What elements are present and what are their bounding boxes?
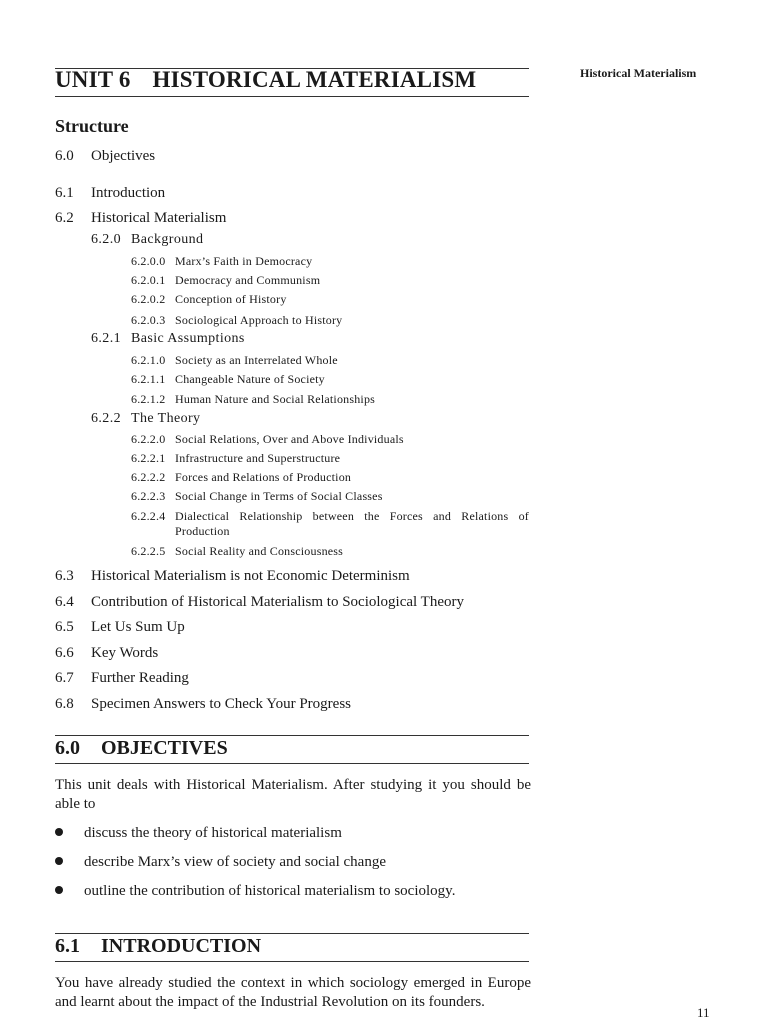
section-title: INTRODUCTION [101,935,262,957]
page-number: 11 [697,1005,710,1020]
introduction-bottom-rule [55,961,529,962]
toc-number: 6.7 [55,670,74,686]
toc-number: 6.2.1.1 [131,372,166,386]
toc-text: Basic Assumptions [131,331,245,346]
toc-number: 6.2.2.0 [131,432,166,446]
toc-subsubitem [131,313,342,328]
toc-item [55,696,351,713]
objectives-intro: This unit deals with Historical Materialism. After studying it you should be able to [55,777,531,812]
section-number: 6.1 [55,935,80,957]
toc-subsubitem [131,353,338,368]
toc-text: Historical Materialism is not Economic Determinism [91,568,410,584]
bullet-icon [55,828,63,836]
toc-text: Human Nature and Social Relationships [175,392,376,406]
unit-title [55,67,476,93]
toc-text: Key Words [91,645,159,661]
objectives-top-rule [55,735,529,736]
toc-number: 6.2.1.0 [131,353,166,367]
toc-number: 6.4 [55,594,74,610]
toc-text: The Theory [131,411,201,426]
introduction-top-rule [55,933,529,934]
bullet-text: describe Marx’s view of society and social change [84,854,386,870]
toc-text: Dialectical Relationship between the Forces and Relations of Production [175,509,529,538]
unit-number: UNIT 6 [55,67,131,92]
toc-number: 6.8 [55,696,74,712]
toc-item [55,568,410,585]
toc-number: 6.2.0.2 [131,292,166,306]
toc-text: Historical Materialism [91,210,227,226]
toc-number: 6.2.0.3 [131,313,166,327]
toc-text: Democracy and Communism [175,273,321,287]
toc-subitem [91,232,203,248]
toc-number: 6.2.2.4 [131,509,166,523]
toc-text: Marx’s Faith in Democracy [175,254,313,268]
objectives-bottom-rule [55,763,529,764]
toc-text: Sociological Approach to History [175,313,343,327]
bullet-icon [55,886,63,894]
toc-subsubitem [131,372,325,387]
toc-number: 6.2.1.2 [131,392,166,406]
toc-text: Social Relations, Over and Above Individuals [175,432,404,446]
toc-subsubitem [131,451,340,466]
objectives-heading [55,737,228,760]
toc-item [55,670,189,687]
objective-bullet [55,883,455,900]
toc-number: 6.0 [55,148,74,164]
toc-item [55,645,158,662]
toc-subsubitem [131,544,343,559]
toc-text: Social Reality and Consciousness [175,544,344,558]
toc-text: Introduction [91,185,166,201]
toc-item [55,185,165,202]
toc-subsubitem [131,273,320,288]
bullet-icon [55,857,63,865]
toc-subsubitem [131,489,383,504]
toc-text: Background [131,232,204,247]
bullet-text: discuss the theory of historical materialism [84,825,342,841]
toc-text: Further Reading [91,670,189,686]
section-title: OBJECTIVES [101,737,228,759]
toc-number: 6.3 [55,568,74,584]
toc-number: 6.2.2.2 [131,470,166,484]
objective-bullet [55,825,342,842]
bullet-text: outline the contribution of historical materialism to sociology. [84,883,456,899]
toc-text: Infrastructure and Superstructure [175,451,341,465]
toc-text: Forces and Relations of Production [175,470,352,484]
toc-subsubitem [131,392,375,407]
toc-subitem [91,331,245,347]
introduction-heading [55,935,261,958]
toc-subsubitem [131,470,351,485]
toc-number: 6.2.0 [91,232,121,247]
toc-item [55,148,155,165]
toc-number: 6.6 [55,645,74,661]
toc-subsubitem [131,509,529,539]
toc-number: 6.2.2.5 [131,544,166,558]
toc-number: 6.2.0.1 [131,273,166,287]
toc-subsubitem [131,254,312,269]
toc-subsubitem [131,292,287,307]
toc-subitem [91,411,200,427]
toc-text: Specimen Answers to Check Your Progress [91,696,351,712]
toc-text: Changeable Nature of Society [175,372,325,386]
toc-text: Objectives [91,148,156,164]
toc-number: 6.2.1 [91,331,121,346]
toc-number: 6.1 [55,185,74,201]
unit-title-text: HISTORICAL MATERIALISM [152,67,477,92]
structure-heading: Structure [55,116,129,136]
toc-number: 6.2 [55,210,74,226]
toc-text: Society as an Interrelated Whole [175,353,338,367]
toc-number: 6.2.2.1 [131,451,166,465]
toc-text: Conception of History [175,292,287,306]
toc-item [55,210,226,227]
toc-item [55,619,185,636]
toc-item [55,594,464,611]
toc-text: Contribution of Historical Materialism to Sociological Theory [91,594,464,610]
toc-text: Let Us Sum Up [91,619,185,635]
toc-number: 6.2.2.3 [131,489,166,503]
toc-number: 6.2.2 [91,411,121,426]
section-number: 6.0 [55,737,80,759]
toc-number: 6.2.0.0 [131,254,166,268]
running-head: Historical Materialism [580,66,697,80]
toc-number: 6.5 [55,619,74,635]
title-bottom-rule [55,96,529,97]
toc-subsubitem [131,432,404,447]
introduction-paragraph: You have already studied the context in which sociology emerged in Europe and learnt about the impact of the Industrial Revolution on its founders. [55,975,531,1010]
toc-text: Social Change in Terms of Social Classes [175,489,383,503]
objective-bullet [55,854,386,871]
